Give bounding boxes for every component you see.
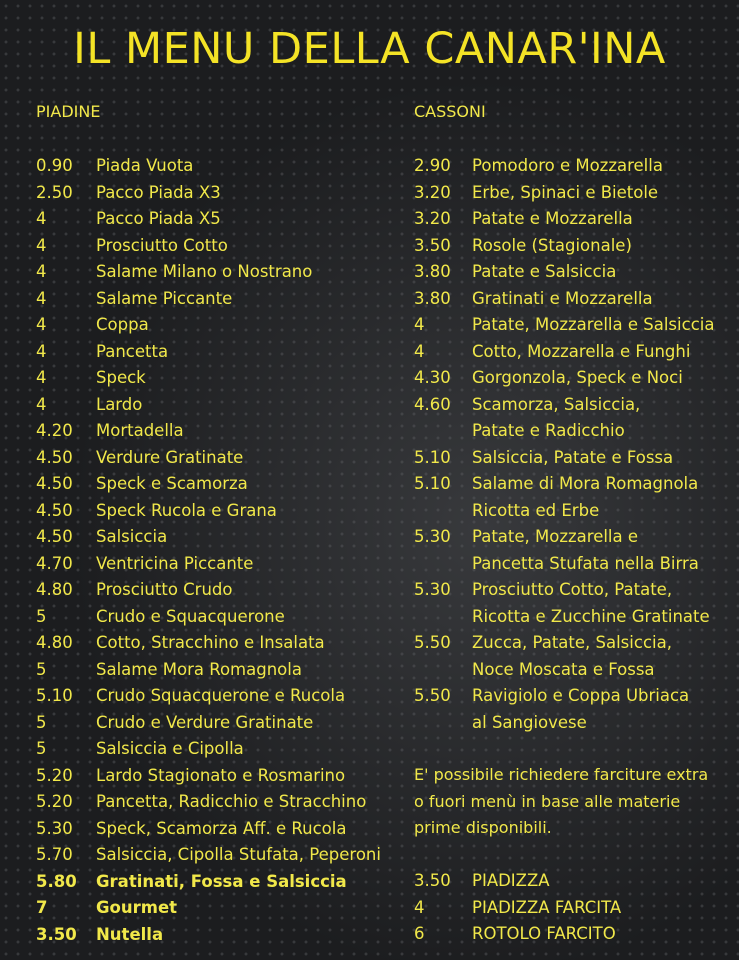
item-price: 2.50 xyxy=(36,182,73,202)
item-price: 4 xyxy=(36,235,47,255)
menu-item xyxy=(36,895,402,922)
item-price: 5.50 xyxy=(414,633,451,652)
extra-fillings-note xyxy=(414,762,734,842)
item-name: Pacco Piada X3 xyxy=(96,182,221,202)
item-price: 7 xyxy=(36,898,48,917)
item-name: Salame Milano o Nostrano xyxy=(96,262,313,281)
item-name: al Sangiovese xyxy=(472,712,587,732)
item-price: 4.20 xyxy=(36,421,73,440)
menu-item xyxy=(36,683,402,710)
menu-item xyxy=(36,259,402,286)
menu-item xyxy=(414,683,734,710)
item-price: 4.50 xyxy=(36,447,73,467)
menu-item xyxy=(36,869,402,896)
menu-item xyxy=(36,630,402,657)
piadine-list xyxy=(36,153,402,948)
item-price: 4 xyxy=(36,394,47,414)
menu-item xyxy=(36,206,402,233)
item-price: 5 xyxy=(36,659,47,679)
item-name: Ricotta ed Erbe xyxy=(472,500,600,520)
menu-item xyxy=(36,816,402,843)
item-price: 5.10 xyxy=(36,686,73,705)
menu-item-continuation xyxy=(414,657,734,684)
item-name: Pancetta xyxy=(96,341,169,361)
item-name: Gratinati e Mozzarella xyxy=(472,288,653,308)
menu-item xyxy=(414,153,734,180)
menu-item xyxy=(36,498,402,525)
item-name: Patate, Mozzarella e xyxy=(472,527,639,546)
menu-item xyxy=(414,312,734,339)
item-price: 5.80 xyxy=(36,871,77,891)
item-name: ROTOLO FARCITO xyxy=(472,924,616,943)
menu-item xyxy=(36,392,402,419)
item-name: Speck e Scamorza xyxy=(96,474,248,493)
item-name: Coppa xyxy=(96,315,149,334)
item-name: Mortadella xyxy=(96,421,184,440)
item-name: Rosole (Stagionale) xyxy=(472,235,632,255)
item-name: Patate e Salsiccia xyxy=(472,262,617,281)
item-price: 5 xyxy=(36,739,47,758)
item-name: Speck, Scamorza Aff. e Rucola xyxy=(96,818,347,838)
item-price: 3.50 xyxy=(36,924,77,944)
menu-item xyxy=(36,922,402,949)
menu-item xyxy=(414,524,734,551)
item-price: 4.50 xyxy=(36,500,73,520)
menu-item xyxy=(414,339,734,366)
menu-item xyxy=(36,736,402,763)
item-price: 5 xyxy=(36,712,47,732)
menu-item xyxy=(414,233,734,260)
menu-item xyxy=(36,445,402,472)
menu-item xyxy=(36,471,402,498)
item-price: 2.90 xyxy=(414,156,451,175)
item-price: 6 xyxy=(414,924,425,943)
item-price xyxy=(414,418,472,445)
item-price: 5.20 xyxy=(36,792,73,811)
menu-item xyxy=(36,233,402,260)
menu-item xyxy=(36,710,402,737)
menu-item-continuation xyxy=(414,551,734,578)
item-price: 5.70 xyxy=(36,845,73,864)
item-price: 5.10 xyxy=(414,474,451,493)
item-price: 4.50 xyxy=(36,474,73,493)
menu-item xyxy=(414,286,734,313)
item-price: 5.50 xyxy=(414,686,451,705)
item-name: Salsiccia, Patate e Fossa xyxy=(472,447,674,467)
item-price xyxy=(414,498,472,525)
item-price: 3.20 xyxy=(414,209,451,228)
item-price: 4 xyxy=(36,315,47,334)
item-name: Piada Vuota xyxy=(96,156,194,175)
menu-item-continuation xyxy=(414,604,734,631)
item-name: Scamorza, Salsiccia, xyxy=(472,394,641,414)
cassoni-list xyxy=(414,153,734,736)
item-price xyxy=(414,551,472,578)
item-name: Crudo e Squacquerone xyxy=(96,606,285,626)
item-name: Patate, Mozzarella e Salsiccia xyxy=(472,315,715,334)
item-price: 4 xyxy=(414,341,425,361)
item-name: Prosciutto Cotto, Patate, xyxy=(472,580,673,599)
item-price: 4.80 xyxy=(36,633,73,652)
menu-item xyxy=(36,763,402,790)
item-price: 3.80 xyxy=(414,262,451,281)
item-name: Salame Mora Romagnola xyxy=(96,659,302,679)
piadine-section xyxy=(36,100,402,948)
piadine-heading: PIADINE xyxy=(36,102,101,121)
menu-item xyxy=(36,604,402,631)
menu-item xyxy=(36,789,402,816)
item-price: 3.80 xyxy=(414,288,451,308)
item-price: 4 xyxy=(36,209,47,228)
item-name: Nutella xyxy=(96,924,164,944)
item-name: Crudo e Verdure Gratinate xyxy=(96,712,314,732)
item-name: Noce Moscata e Fossa xyxy=(472,659,655,679)
menu-item xyxy=(414,392,734,419)
menu-item xyxy=(414,868,734,895)
item-name: Speck xyxy=(96,368,146,387)
item-name: Gourmet xyxy=(96,898,178,917)
page-title: IL MENU DELLA CANAR'INA xyxy=(73,24,666,74)
item-name: Zucca, Patate, Salsiccia, xyxy=(472,633,672,652)
menu-item-continuation xyxy=(414,418,734,445)
menu-item xyxy=(36,842,402,869)
item-name: Pacco Piada X5 xyxy=(96,209,221,228)
item-price: 4.80 xyxy=(36,580,73,599)
menu-item xyxy=(414,445,734,472)
item-name: Prosciutto Crudo xyxy=(96,580,233,599)
note-line: o fuori menù in base alle materie xyxy=(414,791,681,811)
item-price: 4 xyxy=(414,315,425,334)
menu-item xyxy=(36,153,402,180)
item-price: 4 xyxy=(36,341,47,361)
item-name: Cotto, Stracchino e Insalata xyxy=(96,633,325,652)
item-name: Erbe, Spinaci e Bietole xyxy=(472,182,659,202)
item-price: 4 xyxy=(414,897,425,917)
item-name: Gorgonzola, Speck e Noci xyxy=(472,368,683,387)
cassoni-heading: CASSONI xyxy=(414,102,486,121)
menu-item xyxy=(36,418,402,445)
item-name: Ventricina Piccante xyxy=(96,553,254,573)
menu-item xyxy=(414,471,734,498)
menu-item xyxy=(36,286,402,313)
item-name: Patate e Radicchio xyxy=(472,421,625,440)
menu-item xyxy=(36,339,402,366)
menu-item-continuation xyxy=(414,498,734,525)
item-name: Ravigiolo e Coppa Ubriaca xyxy=(472,686,690,705)
item-name: PIADIZZA xyxy=(472,871,550,890)
menu-item xyxy=(414,577,734,604)
menu-item xyxy=(414,630,734,657)
item-name: Ricotta e Zucchine Gratinate xyxy=(472,606,710,626)
cassoni-section xyxy=(414,100,734,736)
item-price: 3.50 xyxy=(414,871,451,890)
item-name: Salame di Mora Romagnola xyxy=(472,474,699,493)
menu-item xyxy=(36,312,402,339)
menu-item xyxy=(414,895,734,922)
item-name: Verdure Gratinate xyxy=(96,447,244,467)
item-name: Prosciutto Cotto xyxy=(96,235,228,255)
item-name: Pancetta, Radicchio e Stracchino xyxy=(96,792,367,811)
note-line: E' possibile richiedere farciture extra xyxy=(414,765,709,784)
menu-item xyxy=(414,206,734,233)
item-name: Lardo Stagionato e Rosmarino xyxy=(96,765,346,785)
item-price: 4.60 xyxy=(414,394,451,414)
item-name: Lardo xyxy=(96,394,143,414)
item-price: 5.30 xyxy=(414,527,451,546)
item-name: Cotto, Mozzarella e Funghi xyxy=(472,341,691,361)
item-name: Pancetta Stufata nella Birra xyxy=(472,553,699,573)
item-name: Speck Rucola e Grana xyxy=(96,500,277,520)
item-price xyxy=(414,604,472,631)
item-price: 4 xyxy=(36,262,47,281)
item-name: Crudo Squacquerone e Rucola xyxy=(96,686,346,705)
menu-item xyxy=(414,259,734,286)
menu-item xyxy=(414,180,734,207)
item-name: Salsiccia xyxy=(96,527,168,546)
item-price: 5 xyxy=(36,606,47,626)
item-price: 4.50 xyxy=(36,527,73,546)
item-price: 4 xyxy=(36,288,47,308)
menu-item xyxy=(36,657,402,684)
item-price: 0.90 xyxy=(36,156,73,175)
menu-item xyxy=(36,365,402,392)
menu-item xyxy=(36,180,402,207)
menu-item xyxy=(36,577,402,604)
menu-item xyxy=(414,365,734,392)
item-price: 5.30 xyxy=(36,818,73,838)
item-price: 5.20 xyxy=(36,765,73,785)
item-price: 4.30 xyxy=(414,368,451,387)
item-price: 4 xyxy=(36,368,47,387)
item-price xyxy=(414,657,472,684)
menu-item xyxy=(414,921,734,948)
item-price: 3.20 xyxy=(414,182,451,202)
item-name: Gratinati, Fossa e Salsiccia xyxy=(96,871,347,891)
item-price: 5.10 xyxy=(414,447,451,467)
menu-item xyxy=(36,551,402,578)
item-name: Salsiccia e Cipolla xyxy=(96,739,244,758)
item-price xyxy=(414,710,472,737)
item-price: 4.70 xyxy=(36,553,73,573)
item-name: Pomodoro e Mozzarella xyxy=(472,156,663,175)
menu-item-continuation xyxy=(414,710,734,737)
item-price: 3.50 xyxy=(414,235,451,255)
item-name: Patate e Mozzarella xyxy=(472,209,633,228)
extras-list xyxy=(414,868,734,948)
item-price: 5.30 xyxy=(414,580,451,599)
item-name: Salame Piccante xyxy=(96,288,233,308)
note-line: prime disponibili. xyxy=(414,818,552,837)
item-name: PIADIZZA FARCITA xyxy=(472,897,622,917)
menu-item xyxy=(36,524,402,551)
item-name: Salsiccia, Cipolla Stufata, Peperoni xyxy=(96,845,381,864)
